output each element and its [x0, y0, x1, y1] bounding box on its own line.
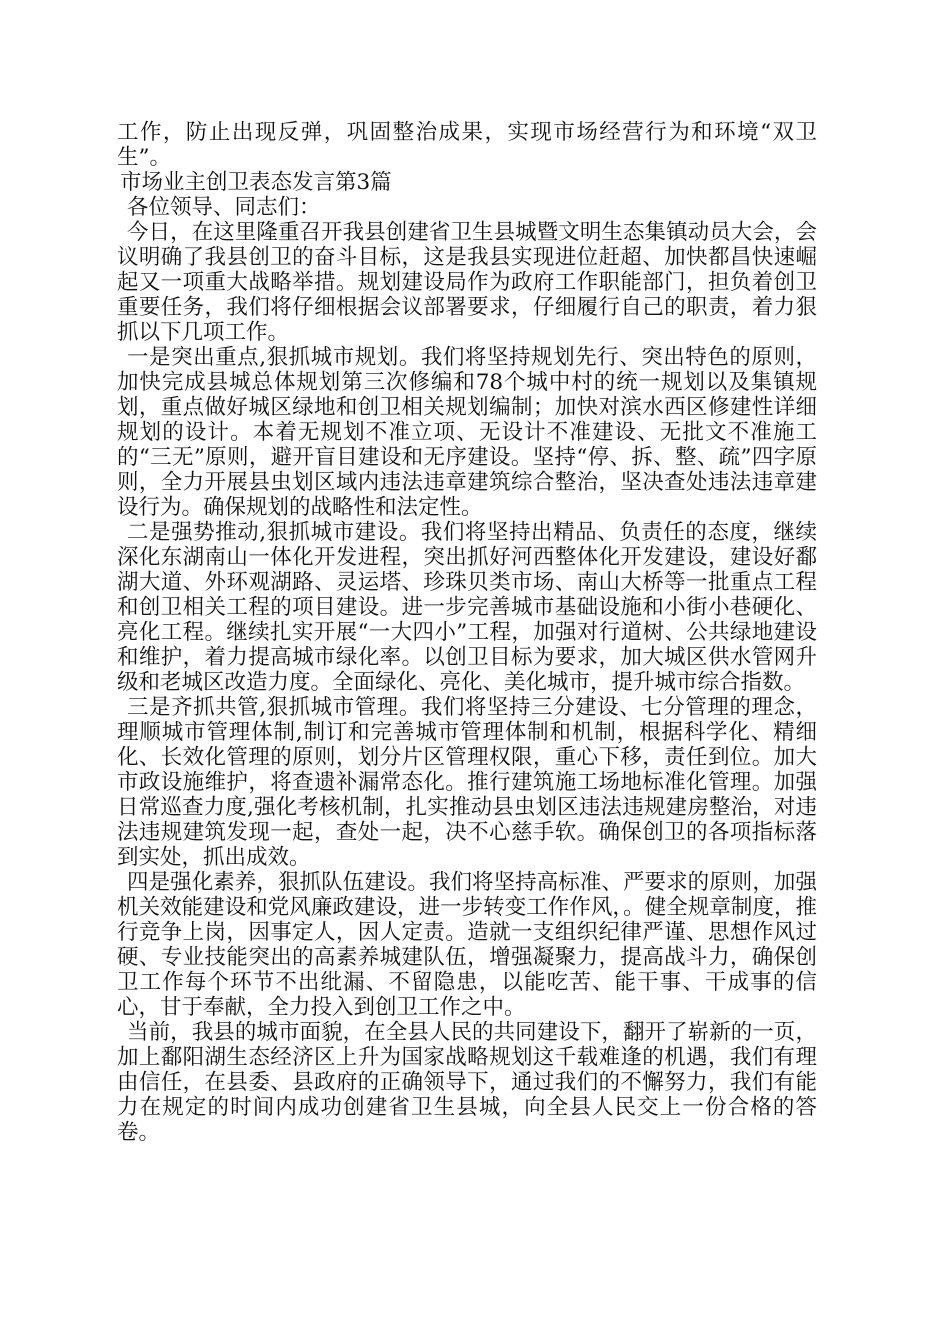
paragraph-team-building: 四是强化素养，狠抓队伍建设。我们将坚持高标准、严要求的原则，加强机关效能建设和党风廉政建设，进一步转变工作作风，。健全规章制度，推行竞争上岗，因事定人，因人定责。造就一支组织纪律严谨、思想作风过硬、专业技能突出的高素养城建队伍，增强凝聚力，提高战斗力，确保创卫工作每个环节不出纰漏、不留隐患，以能吃苦、能干事、干成事的信心，甘于奉献，全力投入到创卫工作之中。 — [117, 870, 817, 1020]
salutation: 各位领导、同志们： — [127, 195, 321, 220]
paragraph-urban-management: 三是齐抓共管,狠抓城市管理。我们将坚持三分建设、七分管理的理念，理顺城市管理体制,制订和完善城市管理体制和机制，根据科学化、精细化、长效化管理的原则，划分片区管理权限，重心下移，责任到位。加大市政设施维护，将查遗补漏常态化。推行建筑施工场地标准化管理。加强日常巡查力度,强化考核机制，扎实推动县虫划区违法违规建房整治，对违法违规建筑发现一起，查处一起，决不心慈手软。确保创卫的各项指标落到实处，抓出成效。 — [117, 695, 817, 870]
paragraph-urban-construction: 二是强势推动,狠抓城市建设。我们将坚持出精品、负责任的态度，继续深化东湖南山一体化开发进程，突出抓好河西整体化开发建设，建设好鄱湖大道、外环观湖路、灵运塔、珍珠贝类市场、南山大桥等一批重点工程和创卫相关工程的项目建设。进一步完善城市基础设施和小街小巷硬化、亮化工程。继续扎实开展“一大四小”工程，加强对行道树、公共绿地建设和维护，着力提高城市绿化率。以创卫目标为要求，加大城区供水管网升级和老城区改造力度。全面绿化、亮化、美化城市，提升城市综合指数。 — [117, 520, 817, 695]
paragraph-continuation: 工作，防止出现反弹，巩固整治成果，实现市场经营行为和环境“双卫生”。 — [117, 120, 817, 170]
paragraph-intro: 今日，在这里隆重召开我县创建省卫生县城暨文明生态集镇动员大会，会议明确了我县创卫的奋斗目标，这是我县实现进位赶超、加快都昌快速崛起又一项重大战略举措。规划建设局作为政府工作职能部门，担负着创卫重要任务，我们将仔细根据会议部署要求，仔细履行自己的职责，着力狠抓以下几项工作。 — [117, 220, 817, 345]
document-body — [117, 120, 817, 1145]
section-heading: 市场业主创卫表态发言第3篇 — [120, 170, 392, 195]
paragraph-conclusion: 当前，我县的城市面貌，在全县人民的共同建设下，翻开了崭新的一页，加上鄱阳湖生态经济区上升为国家战略规划这千载难逢的机遇，我们有理由信任，在县委、县政府的正确领导下，通过我们的不懈努力，我们有能力在规定的时间内成功创建省卫生县城，向全县人民交上一份合格的答卷。 — [117, 1020, 817, 1145]
paragraph-urban-planning: 一是突出重点,狠抓城市规划。我们将坚持规划先行、突出特色的原则，加快完成县城总体规划第三次修编和78个城中村的统一规划以及集镇规划，重点做好城区绿地和创卫相关规划编制；加快对滨水西区修建性详细规划的设计。本着无规划不准立项、无设计不准建设、无批文不准施工的“三无”原则，避开盲目建设和无序建设。坚持“停、拆、整、疏”四字原则，全力开展县虫划区域内违法违章建筑综合整治，坚决查处违法违章建设行为。确保规划的战略性和法定性。 — [117, 345, 817, 520]
